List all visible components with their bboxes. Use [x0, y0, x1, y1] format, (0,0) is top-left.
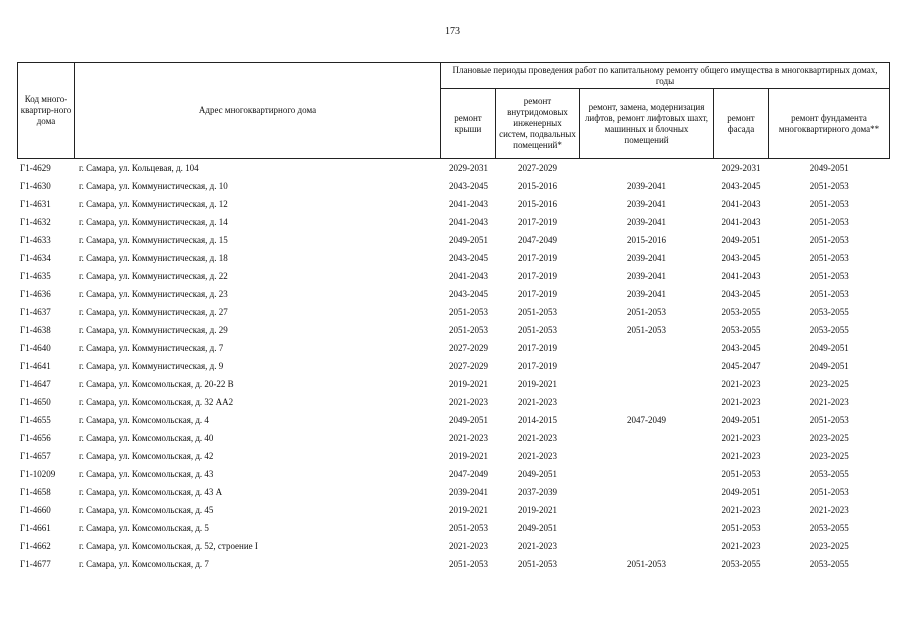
- cell-facade: 2051-2053: [721, 469, 761, 479]
- cell-elevators: 2039-2041: [627, 199, 666, 209]
- table-row: [18, 213, 890, 231]
- cell-facade: 2053-2055: [721, 307, 761, 317]
- cell-facade: 2021-2023: [721, 541, 761, 551]
- cell-systems: 2015-2016: [518, 181, 557, 191]
- cell-code: Г1-4662: [20, 541, 51, 551]
- cell-systems: 2014-2015: [518, 415, 557, 425]
- cell-foundation: 2051-2053: [809, 217, 849, 227]
- cell-code: Г1-4634: [20, 253, 51, 263]
- cell-facade: 2021-2023: [721, 397, 761, 407]
- cell-facade: 2021-2023: [721, 379, 761, 389]
- cell-systems: 2015-2016: [518, 199, 557, 209]
- cell-systems: 2027-2029: [518, 163, 557, 173]
- cell-code: Г1-4658: [20, 487, 51, 497]
- cell-systems: 2021-2023: [518, 397, 557, 407]
- cell-foundation: 2051-2053: [809, 289, 849, 299]
- table-row: [18, 159, 890, 178]
- cell-address: г. Самара, ул. Комсомольская, д. 45: [79, 505, 214, 515]
- cell-roof: 2051-2053: [449, 307, 488, 317]
- cell-foundation: 2049-2051: [809, 361, 849, 371]
- cell-roof: 2021-2023: [449, 433, 488, 443]
- cell-facade: 2043-2045: [721, 289, 761, 299]
- cell-elevators: [580, 483, 714, 501]
- cell-address: г. Самара, ул. Коммунистическая, д. 27: [79, 307, 228, 317]
- cell-code: Г1-4640: [20, 343, 51, 353]
- cell-address: г. Самара, ул. Комсомольская, д. 40: [79, 433, 214, 443]
- table-row: [18, 357, 890, 375]
- cell-foundation: 2053-2055: [809, 307, 849, 317]
- cell-facade: 2021-2023: [721, 505, 761, 515]
- header-code: Код много-квартир-ного дома: [18, 63, 75, 159]
- table-row: [18, 177, 890, 195]
- cell-facade: 2049-2051: [721, 487, 761, 497]
- cell-code: Г1-4637: [20, 307, 51, 317]
- cell-elevators: 2051-2053: [627, 307, 666, 317]
- cell-roof: 2019-2021: [449, 379, 488, 389]
- cell-foundation: 2049-2051: [809, 163, 849, 173]
- cell-roof: 2027-2029: [449, 343, 488, 353]
- cell-address: г. Самара, ул. Комсомольская, д. 43 А: [79, 487, 223, 497]
- table-row: [18, 195, 890, 213]
- cell-elevators: [580, 375, 714, 393]
- cell-roof: 2043-2045: [449, 253, 488, 263]
- cell-roof: 2049-2051: [449, 415, 488, 425]
- cell-foundation: 2051-2053: [809, 415, 849, 425]
- cell-code: Г1-4657: [20, 451, 51, 461]
- cell-address: г. Самара, ул. Комсомольская, д. 5: [79, 523, 209, 533]
- cell-elevators: [580, 159, 714, 178]
- cell-address: г. Самара, ул. Коммунистическая, д. 23: [79, 289, 228, 299]
- cell-roof: 2019-2021: [449, 505, 488, 515]
- table-row: [18, 447, 890, 465]
- cell-elevators: [580, 519, 714, 537]
- cell-elevators: [580, 447, 714, 465]
- cell-elevators: 2051-2053: [627, 559, 666, 569]
- cell-code: Г1-4677: [20, 559, 51, 569]
- table-row: [18, 303, 890, 321]
- cell-foundation: 2051-2053: [809, 235, 849, 245]
- cell-facade: 2041-2043: [721, 271, 761, 281]
- cell-address: г. Самара, ул. Коммунистическая, д. 10: [79, 181, 228, 191]
- page-number: 173: [445, 26, 460, 37]
- cell-systems: 2049-2051: [518, 523, 557, 533]
- table-row: [18, 231, 890, 249]
- cell-code: Г1-4630: [20, 181, 51, 191]
- table-row: [18, 501, 890, 519]
- cell-roof: 2047-2049: [449, 469, 488, 479]
- cell-code: Г1-10209: [20, 469, 56, 479]
- table-row: [18, 339, 890, 357]
- cell-address: г. Самара, ул. Коммунистическая, д. 9: [79, 361, 224, 371]
- table-row: [18, 267, 890, 285]
- cell-roof: 2041-2043: [449, 199, 488, 209]
- cell-foundation: 2051-2053: [809, 199, 849, 209]
- cell-systems: 2051-2053: [518, 559, 557, 569]
- cell-roof: 2039-2041: [449, 487, 488, 497]
- header-elevators: ремонт, замена, модернизация лифтов, ремонт лифтовых шахт, машинных и блочных помещений: [580, 89, 714, 159]
- cell-systems: 2017-2019: [518, 253, 557, 263]
- cell-foundation: 2053-2055: [809, 523, 849, 533]
- table-header: [18, 63, 890, 159]
- cell-code: Г1-4647: [20, 379, 51, 389]
- cell-foundation: 2021-2023: [809, 397, 849, 407]
- cell-systems: 2019-2021: [518, 379, 557, 389]
- cell-roof: 2051-2053: [449, 325, 488, 335]
- cell-roof: 2019-2021: [449, 451, 488, 461]
- cell-address: г. Самара, ул. Комсомольская, д. 43: [79, 469, 214, 479]
- cell-elevators: 2047-2049: [627, 415, 666, 425]
- cell-address: г. Самара, ул. Коммунистическая, д. 15: [79, 235, 228, 245]
- cell-systems: 2017-2019: [518, 343, 557, 353]
- cell-facade: 2043-2045: [721, 181, 761, 191]
- cell-roof: 2051-2053: [449, 523, 488, 533]
- cell-systems: 2021-2023: [518, 433, 557, 443]
- cell-foundation: 2051-2053: [809, 271, 849, 281]
- cell-address: г. Самара, ул. Комсомольская, д. 32 АА2: [79, 397, 234, 407]
- cell-elevators: [580, 537, 714, 555]
- header-roof: ремонт крыши: [441, 89, 496, 159]
- cell-elevators: 2039-2041: [627, 289, 666, 299]
- cell-roof: 2021-2023: [449, 541, 488, 551]
- cell-systems: 2051-2053: [518, 325, 557, 335]
- cell-systems: 2017-2019: [518, 271, 557, 281]
- cell-elevators: 2051-2053: [627, 325, 666, 335]
- cell-elevators: [580, 393, 714, 411]
- cell-code: Г1-4631: [20, 199, 51, 209]
- cell-foundation: 2049-2051: [809, 343, 849, 353]
- cell-address: г. Самара, ул. Комсомольская, д. 52, строение I: [79, 541, 258, 551]
- cell-address: г. Самара, ул. Коммунистическая, д. 12: [79, 199, 228, 209]
- cell-roof: 2049-2051: [449, 235, 488, 245]
- cell-foundation: 2023-2025: [809, 451, 849, 461]
- cell-foundation: 2023-2025: [809, 433, 849, 443]
- cell-foundation: 2051-2053: [809, 487, 849, 497]
- cell-facade: 2049-2051: [721, 415, 761, 425]
- cell-facade: 2049-2051: [721, 235, 761, 245]
- cell-code: Г1-4660: [20, 505, 51, 515]
- cell-roof: 2041-2043: [449, 217, 488, 227]
- cell-elevators: 2039-2041: [627, 253, 666, 263]
- cell-address: г. Самара, ул. Комсомольская, д. 42: [79, 451, 214, 461]
- cell-systems: 2051-2053: [518, 307, 557, 317]
- header-systems: ремонт внутридомовых инженерных систем, подвальных помещений*: [496, 89, 580, 159]
- cell-foundation: 2051-2053: [809, 181, 849, 191]
- cell-facade: 2041-2043: [721, 199, 761, 209]
- table-row: [18, 375, 890, 393]
- cell-code: Г1-4629: [20, 163, 51, 173]
- cell-code: Г1-4635: [20, 271, 51, 281]
- header-facade: ремонт фасада: [714, 89, 769, 159]
- cell-address: г. Самара, ул. Коммунистическая, д. 22: [79, 271, 228, 281]
- table-row: [18, 321, 890, 339]
- table-row: [18, 249, 890, 267]
- cell-foundation: 2051-2053: [809, 253, 849, 263]
- cell-systems: 2019-2021: [518, 505, 557, 515]
- cell-systems: 2021-2023: [518, 451, 557, 461]
- cell-systems: 2037-2039: [518, 487, 557, 497]
- cell-code: Г1-4633: [20, 235, 51, 245]
- cell-foundation: 2053-2055: [809, 559, 849, 569]
- cell-code: Г1-4636: [20, 289, 51, 299]
- cell-facade: 2029-2031: [721, 163, 761, 173]
- cell-systems: 2049-2051: [518, 469, 557, 479]
- cell-address: г. Самара, ул. Коммунистическая, д. 14: [79, 217, 228, 227]
- table-row: [18, 537, 890, 555]
- cell-facade: 2043-2045: [721, 343, 761, 353]
- cell-roof: 2043-2045: [449, 289, 488, 299]
- cell-facade: 2051-2053: [721, 523, 761, 533]
- cell-elevators: [580, 501, 714, 519]
- cell-code: Г1-4656: [20, 433, 51, 443]
- table-body: [18, 159, 890, 574]
- cell-foundation: 2021-2023: [809, 505, 849, 515]
- cell-foundation: 2053-2055: [809, 469, 849, 479]
- cell-address: г. Самара, ул. Коммунистическая, д. 18: [79, 253, 228, 263]
- cell-code: Г1-4661: [20, 523, 51, 533]
- cell-elevators: [580, 339, 714, 357]
- cell-systems: 2017-2019: [518, 289, 557, 299]
- cell-foundation: 2023-2025: [809, 541, 849, 551]
- header-address: Адрес многоквартирного дома: [75, 63, 441, 159]
- cell-systems: 2017-2019: [518, 361, 557, 371]
- cell-address: г. Самара, ул. Комсомольская, д. 4: [79, 415, 209, 425]
- table-row: [18, 555, 890, 573]
- cell-roof: 2021-2023: [449, 397, 488, 407]
- cell-code: Г1-4655: [20, 415, 51, 425]
- cell-facade: 2053-2055: [721, 559, 761, 569]
- table-row: [18, 483, 890, 501]
- cell-roof: 2027-2029: [449, 361, 488, 371]
- cell-facade: 2021-2023: [721, 433, 761, 443]
- cell-foundation: 2023-2025: [809, 379, 849, 389]
- cell-elevators: 2015-2016: [627, 235, 666, 245]
- table-row: [18, 411, 890, 429]
- table-row: [18, 285, 890, 303]
- cell-code: Г1-4632: [20, 217, 51, 227]
- cell-address: г. Самара, ул. Комсомольская, д. 7: [79, 559, 209, 569]
- cell-elevators: [580, 429, 714, 447]
- cell-elevators: 2039-2041: [627, 217, 666, 227]
- cell-roof: 2041-2043: [449, 271, 488, 281]
- cell-systems: 2047-2049: [518, 235, 557, 245]
- cell-address: г. Самара, ул. Коммунистическая, д. 7: [79, 343, 224, 353]
- table-row: [18, 465, 890, 483]
- cell-address: г. Самара, ул. Кольцевая, д. 104: [79, 163, 199, 173]
- table-row: [18, 519, 890, 537]
- cell-facade: 2043-2045: [721, 253, 761, 263]
- header-periods: Плановые периоды проведения работ по капитальному ремонту общего имущества в многоквартирных домах, годы: [441, 63, 890, 89]
- cell-code: Г1-4650: [20, 397, 51, 407]
- cell-elevators: [580, 357, 714, 375]
- table-row: [18, 393, 890, 411]
- cell-elevators: [580, 465, 714, 483]
- header-foundation: ремонт фундамента многоквартирного дома**: [769, 89, 890, 159]
- cell-foundation: 2053-2055: [809, 325, 849, 335]
- cell-facade: 2053-2055: [721, 325, 761, 335]
- capital-repair-table: [17, 62, 890, 573]
- cell-elevators: 2039-2041: [627, 181, 666, 191]
- cell-elevators: 2039-2041: [627, 271, 666, 281]
- cell-facade: 2045-2047: [721, 361, 761, 371]
- cell-address: г. Самара, ул. Коммунистическая, д. 29: [79, 325, 228, 335]
- cell-systems: 2021-2023: [518, 541, 557, 551]
- cell-systems: 2017-2019: [518, 217, 557, 227]
- cell-roof: 2051-2053: [449, 559, 488, 569]
- table-row: [18, 429, 890, 447]
- cell-code: Г1-4641: [20, 361, 51, 371]
- cell-facade: 2021-2023: [721, 451, 761, 461]
- cell-roof: 2043-2045: [449, 181, 488, 191]
- cell-code: Г1-4638: [20, 325, 51, 335]
- cell-address: г. Самара, ул. Комсомольская, д. 20-22 В: [79, 379, 234, 389]
- cell-roof: 2029-2031: [449, 163, 488, 173]
- cell-facade: 2041-2043: [721, 217, 761, 227]
